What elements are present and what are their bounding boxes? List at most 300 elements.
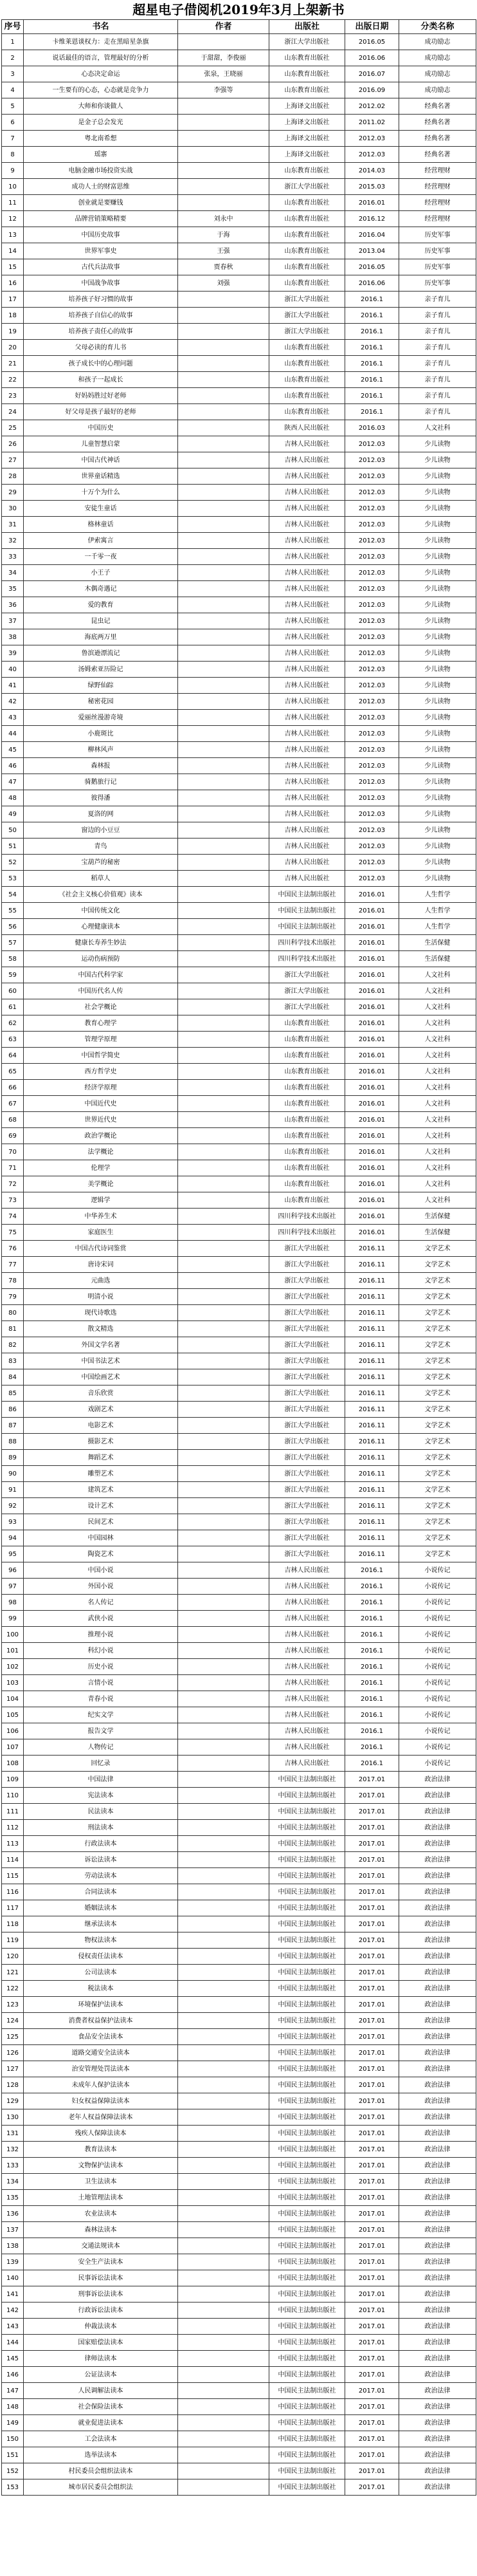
- cell-category: 生活保健: [399, 1225, 476, 1241]
- cell-index: 75: [2, 1225, 24, 1241]
- cell-author: [178, 935, 269, 951]
- cell-index: 93: [2, 1514, 24, 1530]
- table-row: [2, 662, 476, 678]
- cell-title: 中国绘画艺术: [24, 1369, 178, 1385]
- cell-author: [178, 2399, 269, 2415]
- cell-author: [178, 1707, 269, 1723]
- cell-category: 小说传记: [399, 1739, 476, 1756]
- cell-index: 99: [2, 1611, 24, 1627]
- cell-publisher: 中国民主法制出版社: [269, 2303, 345, 2319]
- cell-index: 139: [2, 2254, 24, 2270]
- cell-category: 人文社科: [399, 1128, 476, 1144]
- cell-index: 7: [2, 131, 24, 147]
- cell-category: 人文社科: [399, 999, 476, 1015]
- cell-category: 人文社科: [399, 1192, 476, 1209]
- cell-category: 少儿读物: [399, 565, 476, 581]
- cell-index: 38: [2, 629, 24, 645]
- cell-date: 2016.01: [345, 887, 399, 903]
- cell-publisher: 山东教育出版社: [269, 1048, 345, 1064]
- cell-publisher: 吉林人民出版社: [269, 1675, 345, 1691]
- cell-author: [178, 1096, 269, 1112]
- table-row: [2, 1112, 476, 1128]
- cell-category: 小说传记: [399, 1595, 476, 1611]
- cell-title: 粤北南希想: [24, 131, 178, 147]
- cell-date: 2011.02: [345, 115, 399, 131]
- table-row: [2, 2029, 476, 2045]
- cell-date: 2016.05: [345, 259, 399, 275]
- cell-date: 2017.01: [345, 2383, 399, 2399]
- cell-publisher: 吉林人民出版社: [269, 597, 345, 613]
- table-row: [2, 131, 476, 147]
- cell-category: 少儿读物: [399, 645, 476, 662]
- cell-index: 129: [2, 2093, 24, 2109]
- cell-category: 小说传记: [399, 1675, 476, 1691]
- cell-author: [178, 1080, 269, 1096]
- cell-category: 小说传记: [399, 1627, 476, 1643]
- cell-publisher: 浙江大学出版社: [269, 1434, 345, 1450]
- cell-author: [178, 919, 269, 935]
- cell-category: 政治法律: [399, 2399, 476, 2415]
- cell-publisher: 浙江大学出版社: [269, 34, 345, 50]
- cell-category: 人文社科: [399, 1080, 476, 1096]
- cell-title: 伦理学: [24, 1160, 178, 1176]
- cell-category: 少儿读物: [399, 822, 476, 839]
- cell-publisher: 浙江大学出版社: [269, 324, 345, 340]
- cell-title: 刑法读本: [24, 1820, 178, 1836]
- cell-title: 爱的教育: [24, 597, 178, 613]
- cell-index: 35: [2, 581, 24, 597]
- cell-publisher: 山东教育出版社: [269, 1112, 345, 1128]
- cell-category: 少儿读物: [399, 790, 476, 806]
- cell-author: [178, 2479, 269, 2496]
- cell-title: 培养孩子好习惯的故事: [24, 292, 178, 308]
- cell-date: 2015.03: [345, 179, 399, 195]
- cell-category: 少儿读物: [399, 485, 476, 501]
- cell-publisher: 吉林人民出版社: [269, 501, 345, 517]
- table-row: [2, 1772, 476, 1788]
- cell-title: 经济学原理: [24, 1080, 178, 1096]
- cell-publisher: 吉林人民出版社: [269, 758, 345, 774]
- cell-date: 2016.11: [345, 1466, 399, 1482]
- cell-index: 42: [2, 694, 24, 710]
- cell-category: 人生哲学: [399, 919, 476, 935]
- cell-author: [178, 1353, 269, 1369]
- cell-category: 文学艺术: [399, 1369, 476, 1385]
- cell-index: 146: [2, 2367, 24, 2383]
- cell-index: 130: [2, 2109, 24, 2126]
- cell-title: 中国小说: [24, 1562, 178, 1579]
- cell-category: 少儿读物: [399, 501, 476, 517]
- cell-date: 2016.01: [345, 1144, 399, 1160]
- table-row: [2, 2206, 476, 2222]
- cell-publisher: 中国民主法制出版社: [269, 2109, 345, 2126]
- cell-author: [178, 581, 269, 597]
- cell-publisher: 吉林人民出版社: [269, 774, 345, 790]
- table-row: [2, 742, 476, 758]
- cell-publisher: 山东教育出版社: [269, 259, 345, 275]
- cell-publisher: 吉林人民出版社: [269, 1707, 345, 1723]
- cell-publisher: 山东教育出版社: [269, 340, 345, 356]
- cell-category: 人文社科: [399, 983, 476, 999]
- table-row: [2, 1804, 476, 1820]
- cell-category: 少儿读物: [399, 452, 476, 468]
- cell-author: [178, 1192, 269, 1209]
- cell-category: 政治法律: [399, 2367, 476, 2383]
- cell-category: 人文社科: [399, 1032, 476, 1048]
- cell-category: 人文社科: [399, 1112, 476, 1128]
- cell-category: 少儿读物: [399, 806, 476, 822]
- cell-publisher: 浙江大学出版社: [269, 1273, 345, 1289]
- table-row: [2, 340, 476, 356]
- cell-category: 小说传记: [399, 1659, 476, 1675]
- cell-date: 2012.03: [345, 774, 399, 790]
- cell-publisher: 吉林人民出版社: [269, 742, 345, 758]
- cell-title: 青春小说: [24, 1691, 178, 1707]
- cell-author: [178, 1916, 269, 1932]
- cell-author: [178, 2093, 269, 2109]
- table-row: [2, 2045, 476, 2061]
- cell-author: [178, 758, 269, 774]
- cell-date: 2016.07: [345, 66, 399, 82]
- cell-date: 2012.03: [345, 839, 399, 855]
- table-row: [2, 1756, 476, 1772]
- cell-date: 2016.05: [345, 34, 399, 50]
- cell-publisher: 浙江大学出版社: [269, 1289, 345, 1305]
- cell-author: [178, 179, 269, 195]
- cell-publisher: 浙江大学出版社: [269, 1450, 345, 1466]
- cell-author: [178, 2206, 269, 2222]
- cell-publisher: 浙江大学出版社: [269, 1482, 345, 1498]
- table-row: [2, 1884, 476, 1900]
- cell-category: 政治法律: [399, 2431, 476, 2447]
- cell-category: 政治法律: [399, 2174, 476, 2190]
- cell-index: 9: [2, 163, 24, 179]
- table-row: [2, 1562, 476, 1579]
- cell-publisher: 中国民主法制出版社: [269, 1981, 345, 1997]
- cell-index: 113: [2, 1836, 24, 1852]
- table-row: [2, 1997, 476, 2013]
- cell-publisher: 中国民主法制出版社: [269, 2222, 345, 2238]
- cell-title: 土地管理法读本: [24, 2190, 178, 2206]
- header-title: 书名: [24, 20, 178, 34]
- cell-publisher: 四川科学技术出版社: [269, 935, 345, 951]
- cell-category: 政治法律: [399, 2351, 476, 2367]
- cell-date: 2016.01: [345, 1064, 399, 1080]
- cell-title: 儿童智慧启蒙: [24, 436, 178, 452]
- cell-publisher: 中国民主法制出版社: [269, 2351, 345, 2367]
- cell-author: [178, 839, 269, 855]
- cell-author: [178, 436, 269, 452]
- cell-date: 2017.01: [345, 2447, 399, 2463]
- cell-index: 40: [2, 662, 24, 678]
- cell-author: [178, 2077, 269, 2093]
- cell-publisher: 吉林人民出版社: [269, 565, 345, 581]
- table-row: [2, 1096, 476, 1112]
- cell-author: [178, 2463, 269, 2479]
- table-row: [2, 147, 476, 163]
- cell-date: 2016.1: [345, 1756, 399, 1772]
- table-row: [2, 2351, 476, 2367]
- table-row: [2, 1595, 476, 1611]
- cell-category: 文学艺术: [399, 1530, 476, 1546]
- cell-title: 残疾人保障法读本: [24, 2126, 178, 2142]
- cell-author: [178, 1627, 269, 1643]
- cell-index: 120: [2, 1949, 24, 1965]
- cell-date: 2016.11: [345, 1434, 399, 1450]
- table-row: [2, 1080, 476, 1096]
- cell-author: [178, 2238, 269, 2254]
- cell-category: 人生哲学: [399, 903, 476, 919]
- cell-index: 107: [2, 1739, 24, 1756]
- cell-author: [178, 1659, 269, 1675]
- cell-title: 教育心理学: [24, 1015, 178, 1032]
- cell-publisher: 吉林人民出版社: [269, 662, 345, 678]
- cell-title: 夏洛的网: [24, 806, 178, 822]
- cell-author: [178, 1466, 269, 1482]
- table-row: [2, 983, 476, 999]
- cell-index: 100: [2, 1627, 24, 1643]
- cell-title: 历史小说: [24, 1659, 178, 1675]
- cell-date: 2017.01: [345, 2479, 399, 2496]
- cell-author: [178, 1820, 269, 1836]
- cell-author: [178, 1884, 269, 1900]
- cell-category: 少儿读物: [399, 678, 476, 694]
- cell-index: 49: [2, 806, 24, 822]
- cell-title: 中国传统文化: [24, 903, 178, 919]
- cell-date: 2016.11: [345, 1385, 399, 1402]
- cell-date: 2016.1: [345, 1611, 399, 1627]
- header-category: 分类名称: [399, 20, 476, 34]
- cell-title: 美学概论: [24, 1176, 178, 1192]
- cell-author: [178, 871, 269, 887]
- cell-author: [178, 1949, 269, 1965]
- cell-title: 绿野仙踪: [24, 678, 178, 694]
- cell-category: 成功励志: [399, 66, 476, 82]
- cell-publisher: 山东教育出版社: [269, 195, 345, 211]
- table-row: [2, 50, 476, 66]
- cell-publisher: 山东教育出版社: [269, 1064, 345, 1080]
- cell-publisher: 浙江大学出版社: [269, 1353, 345, 1369]
- cell-index: 101: [2, 1643, 24, 1659]
- cell-category: 少儿读物: [399, 549, 476, 565]
- table-row: [2, 822, 476, 839]
- header-date: 出版日期: [345, 20, 399, 34]
- cell-date: 2012.03: [345, 517, 399, 533]
- cell-title: 城市居民委员会组织法: [24, 2479, 178, 2496]
- table-row: [2, 1514, 476, 1530]
- cell-date: 2016.1: [345, 1579, 399, 1595]
- cell-index: 8: [2, 147, 24, 163]
- cell-title: 老年人权益保障法读本: [24, 2109, 178, 2126]
- cell-category: 政治法律: [399, 1981, 476, 1997]
- cell-title: 孩子成长中的心理问题: [24, 356, 178, 372]
- table-row: [2, 533, 476, 549]
- table-body: [2, 34, 476, 2496]
- table-row: [2, 82, 476, 98]
- cell-category: 政治法律: [399, 1836, 476, 1852]
- cell-author: [178, 1852, 269, 1868]
- cell-publisher: 中国民主法制出版社: [269, 1868, 345, 1884]
- table-row: [2, 1176, 476, 1192]
- cell-date: 2012.03: [345, 501, 399, 517]
- cell-author: [178, 903, 269, 919]
- table-row: [2, 1064, 476, 1080]
- cell-category: 亲子育儿: [399, 308, 476, 324]
- cell-index: 32: [2, 533, 24, 549]
- cell-publisher: 浙江大学出版社: [269, 1546, 345, 1562]
- table-row: [2, 2367, 476, 2383]
- cell-publisher: 吉林人民出版社: [269, 1643, 345, 1659]
- cell-author: [178, 1160, 269, 1176]
- cell-index: 145: [2, 2351, 24, 2367]
- cell-index: 69: [2, 1128, 24, 1144]
- cell-publisher: 中国民主法制出版社: [269, 887, 345, 903]
- cell-date: 2016.1: [345, 308, 399, 324]
- cell-category: 少儿读物: [399, 710, 476, 726]
- cell-category: 少儿读物: [399, 871, 476, 887]
- table-row: [2, 855, 476, 871]
- cell-index: 65: [2, 1064, 24, 1080]
- cell-publisher: 吉林人民出版社: [269, 1739, 345, 1756]
- cell-title: 教育法读本: [24, 2142, 178, 2158]
- table-row: [2, 726, 476, 742]
- cell-author: 刘强: [178, 275, 269, 292]
- cell-date: 2017.01: [345, 2077, 399, 2093]
- cell-index: 117: [2, 1900, 24, 1916]
- cell-author: [178, 1579, 269, 1595]
- cell-date: 2016.01: [345, 935, 399, 951]
- cell-title: 民间艺术: [24, 1514, 178, 1530]
- cell-date: 2017.01: [345, 2029, 399, 2045]
- table-row: [2, 1498, 476, 1514]
- table-row: [2, 903, 476, 919]
- cell-category: 文学艺术: [399, 1385, 476, 1402]
- cell-index: 27: [2, 452, 24, 468]
- cell-date: 2016.11: [345, 1321, 399, 1337]
- table-row: [2, 2142, 476, 2158]
- cell-title: 一生要有的心态，心态就是竞争力: [24, 82, 178, 98]
- cell-publisher: 中国民主法制出版社: [269, 2126, 345, 2142]
- cell-title: 窗边的小豆豆: [24, 822, 178, 839]
- cell-publisher: 中国民主法制出版社: [269, 2238, 345, 2254]
- page-title: 超星电子借阅机2019年3月上架新书: [132, 2, 345, 17]
- cell-index: 134: [2, 2174, 24, 2190]
- cell-author: [178, 1015, 269, 1032]
- table-header-row: [2, 20, 476, 34]
- table-row: [2, 645, 476, 662]
- cell-category: 政治法律: [399, 2158, 476, 2174]
- cell-date: 2016.01: [345, 1176, 399, 1192]
- cell-author: [178, 1530, 269, 1546]
- cell-author: [178, 1562, 269, 1579]
- cell-category: 政治法律: [399, 2190, 476, 2206]
- cell-date: 2016.1: [345, 404, 399, 420]
- cell-title: 木偶奇遇记: [24, 581, 178, 597]
- cell-category: 亲子育儿: [399, 340, 476, 356]
- cell-date: 2016.01: [345, 903, 399, 919]
- cell-publisher: 上海译文出版社: [269, 131, 345, 147]
- cell-category: 政治法律: [399, 2479, 476, 2496]
- cell-date: 2016.1: [345, 1627, 399, 1643]
- cell-index: 71: [2, 1160, 24, 1176]
- cell-date: 2016.01: [345, 1096, 399, 1112]
- cell-author: 李强等: [178, 82, 269, 98]
- table-row: [2, 2061, 476, 2077]
- cell-category: 历史军事: [399, 275, 476, 292]
- cell-publisher: 山东教育出版社: [269, 1015, 345, 1032]
- cell-index: 112: [2, 1820, 24, 1836]
- cell-publisher: 中国民主法制出版社: [269, 2367, 345, 2383]
- cell-publisher: 中国民主法制出版社: [269, 2206, 345, 2222]
- table-row: [2, 1434, 476, 1450]
- cell-index: 124: [2, 2013, 24, 2029]
- cell-author: [178, 790, 269, 806]
- table-row: [2, 1015, 476, 1032]
- cell-title: 未成年人保护法读本: [24, 2077, 178, 2093]
- cell-date: 2012.03: [345, 533, 399, 549]
- cell-publisher: 中国民主法制出版社: [269, 1820, 345, 1836]
- cell-date: 2016.04: [345, 227, 399, 243]
- table-row: [2, 1305, 476, 1321]
- cell-publisher: 山东教育出版社: [269, 1096, 345, 1112]
- cell-publisher: 浙江大学出版社: [269, 983, 345, 999]
- cell-author: [178, 1981, 269, 1997]
- table-row: [2, 967, 476, 983]
- cell-author: [178, 2174, 269, 2190]
- cell-title: 中国历史故事: [24, 227, 178, 243]
- cell-category: 文学艺术: [399, 1498, 476, 1514]
- cell-author: [178, 967, 269, 983]
- cell-publisher: 中国民主法制出版社: [269, 1949, 345, 1965]
- table-row: [2, 2093, 476, 2109]
- table-row: [2, 1353, 476, 1369]
- cell-author: [178, 2142, 269, 2158]
- cell-index: 97: [2, 1579, 24, 1595]
- cell-title: 食品安全法读本: [24, 2029, 178, 2045]
- cell-title: 小王子: [24, 565, 178, 581]
- cell-category: 政治法律: [399, 1900, 476, 1916]
- cell-publisher: 山东教育出版社: [269, 1192, 345, 1209]
- table-row: [2, 2447, 476, 2463]
- cell-publisher: 吉林人民出版社: [269, 452, 345, 468]
- cell-index: 83: [2, 1353, 24, 1369]
- cell-title: 海底两万里: [24, 629, 178, 645]
- cell-publisher: 吉林人民出版社: [269, 1756, 345, 1772]
- cell-author: [178, 1482, 269, 1498]
- cell-date: 2016.11: [345, 1530, 399, 1546]
- cell-publisher: 吉林人民出版社: [269, 1595, 345, 1611]
- cell-category: 少儿读物: [399, 533, 476, 549]
- cell-category: 政治法律: [399, 2061, 476, 2077]
- cell-category: 少儿读物: [399, 839, 476, 855]
- cell-date: 2016.01: [345, 967, 399, 983]
- cell-publisher: 吉林人民出版社: [269, 726, 345, 742]
- cell-date: 2012.03: [345, 790, 399, 806]
- cell-index: 118: [2, 1916, 24, 1932]
- cell-index: 151: [2, 2447, 24, 2463]
- cell-publisher: 浙江大学出版社: [269, 308, 345, 324]
- cell-publisher: 山东教育出版社: [269, 82, 345, 98]
- cell-title: 法学概论: [24, 1144, 178, 1160]
- cell-publisher: 吉林人民出版社: [269, 790, 345, 806]
- cell-index: 82: [2, 1337, 24, 1353]
- cell-author: [178, 2303, 269, 2319]
- cell-title: 好妈妈胜过好老师: [24, 388, 178, 404]
- cell-date: 2017.01: [345, 2190, 399, 2206]
- cell-date: 2016.01: [345, 1032, 399, 1048]
- cell-author: [178, 452, 269, 468]
- cell-author: 王强: [178, 243, 269, 259]
